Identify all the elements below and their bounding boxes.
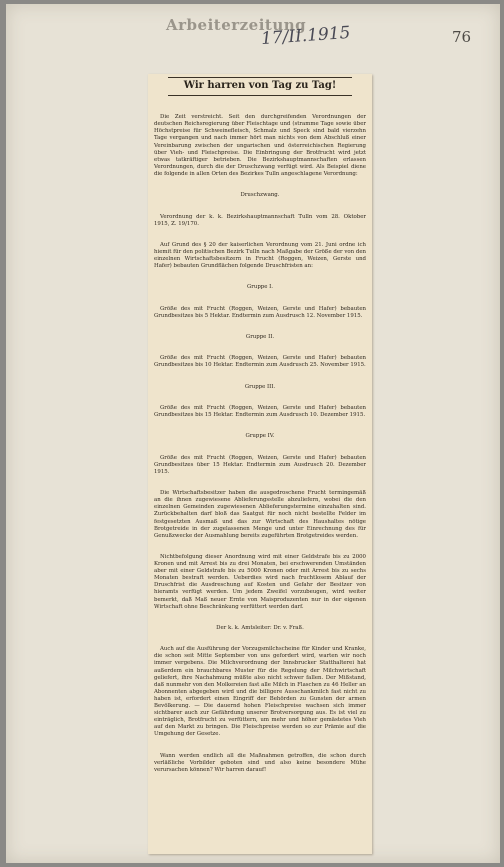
section-heading: Druschzwang. (240, 192, 280, 199)
article-paragraph: Wann werden endlich all die Maßnahmen getroffen, die schon durch verläßliche Vorbilder geboten sind und also keine besondere Mühe verursachen können? Wir harren darauf! (154, 752, 368, 773)
article-paragraph: Größe des mit Frucht (Roggen, Weizen, Gerste und Hafer) bebauten Grundbesitzes bis 15 Hektar. Endtermin zum Ausdrusch 10. Dezember 1915. (154, 405, 368, 419)
article-paragraph: Größe des mit Frucht (Roggen, Weizen, Gerste und Hafer) bebauten Grundbesitzes bis 5 Hektar. Endtermin zum Ausdrusch 12. November 1915. (154, 305, 368, 319)
article-paragraph: Größe des mit Frucht (Roggen, Weizen, Gerste und Hafer) bebauten Grundbesitzes bis 10 Hektar. Endtermin zum Ausdrusch 25. November 1915. (154, 355, 368, 369)
article-paragraph: Auf Grund des § 20 der kaiserlichen Verordnung vom 21. Juni ordne ich hiemit für den politischen Bezirk Tulln nach Maßgabe der Größe der von den einzelnen Wirtschaftsbesitzern in Frucht (Roggen, Weizen, Gerste und Hafer) bebauten Grundflächen folgende Druschfristen an: (154, 241, 368, 270)
article-paragraph: Verordnung der k. k. Bezirkshauptmannschaft Tulln vom 28. Oktober 1915, Z. 19/170. (154, 213, 368, 227)
handwritten-date: 17/II.1915 (260, 22, 352, 50)
archive-sheet (6, 4, 500, 863)
top-rule (168, 77, 352, 78)
article-body (154, 100, 366, 788)
headline-rule (168, 95, 352, 96)
group-heading: Gruppe II. (245, 334, 275, 341)
article-headline: Wir harren von Tag zu Tag! (183, 80, 337, 91)
article-paragraph: Nichtbefolgung dieser Anordnung wird mit einer Geldstrafe bis zu 2000 Kronen und mit Arrest bis zu drei Monaten, bei erschwerenden Umständen aber mit einer Geldstrafe bis zu 5000 Kronen oder mit Arrest bis zu sechs Monaten bestraft werden. Ueberdies wird nach fruchtlosem Ablauf der Druschfrist die Ausdreschung auf Kosten und Gefahr der Besitzer von hieramts verfügt werden. Um jedem Zweifel vorzubeugen, wird weiter bemerkt, daß Maß neuer Ernte von Maisproduzenten nur in der eigenen Wirtschaft ohne Beschränkung verfüttert werden darf. (154, 554, 368, 610)
signature-line: Der k. k. Amtsleiter: Dr. v. Fraß. (216, 624, 304, 631)
group-heading: Gruppe IV. (245, 433, 275, 440)
group-heading: Gruppe III. (244, 383, 276, 390)
article-paragraph: Größe des mit Frucht (Roggen, Weizen, Gerste und Hafer) bebauten Grundbesitzes über 15 Hektar. Endtermin zum Ausdrusch 20. Dezember 1915. (154, 454, 368, 475)
newspaper-masthead: Arbeiterzeitung (166, 16, 307, 34)
group-heading: Gruppe I. (246, 284, 273, 291)
article-paragraph: Die Zeit verstreicht. Seit den durchgreifenden Verordnungen der deutschen Reichsregierung über Fleischtage und (stramme Tage sowie über Höchstpreise für Schweinefleisch, Schmalz und Speck sind bald vierzehn Tage vergangen und nach immer hört man nichts von dem Abschluß einer Vereinbarung zwischen der ungarischen und österreichischen Regierung über Vieh- und Fleischpreise. Die Einbringung der Brotfrucht wird jetzt etwas tatkräftiger betrieben. Die Bezirkshauptmannschaften erlassen Verordnungen, durch die der Druschzwang verfügt wird. Als Beispiel diene die folgende in allen Orten des Bezirkes Tulln angeschlagene Verordnung: (154, 114, 368, 177)
article-paragraph: Die Wirtschaftsbesitzer haben die ausgedroschene Frucht termingemäß an die ihnen zugewiesene Ablieferungsstelle abzuliefern, wobei die den einzelnen Gemeinden zugewiesenen Ablieferungstermine einzuhalten sind. Zurückbehalten darf bloß das Saatgut für noch nicht bestellte Felder im festgesetzten Ausmaß und das zur Wirtschaft des Haushaltes nötige Brotgetreide in der zugelassenen Menge und unter Einrechnung des für Genußzwecke der Ausmahlung bereits zugeführten Brotgetreides werden. (154, 490, 368, 539)
newspaper-clipping (148, 74, 372, 854)
article-paragraph: Auch auf die Ausführung der Vorzugsmilchscheine für Kinder und Kranke, die schon seit Mitte September von uns gefordert wird, warten wir noch immer vergebens. Die Milchverordnung der Innsbrucker Statthalterei hat außerdem ein brauchbares Muster für die Regelung der Milchwirtschaft geliefert, ihre Nachahmung müßte also nicht schwer fallen. Der Mißstand, daß nunmehr von den Molkereien fast alle Milch in Flaschen zu 46 Heller an Abonnenten abgegeben wird und die billigere Ausschankmilch fast nicht zu haben ist, erfordert einen Eingriff der Behörden zu Gunsten der armen Bevölkerung. — Die dauernd hohen Fleischpreise wachsen sich immer sichtbarer auch zur Gefährdung unserer Brotversorgung aus. Es ist viel zu einträglich, Brotfrucht zu verfüttern, um mehr und höher gemästetes Vieh auf den Markt zu bringen. Die Fleischpreise werden so zur Prämie auf die Umgehung der Gesetze. (154, 646, 368, 738)
page-number: 76 (452, 28, 472, 46)
